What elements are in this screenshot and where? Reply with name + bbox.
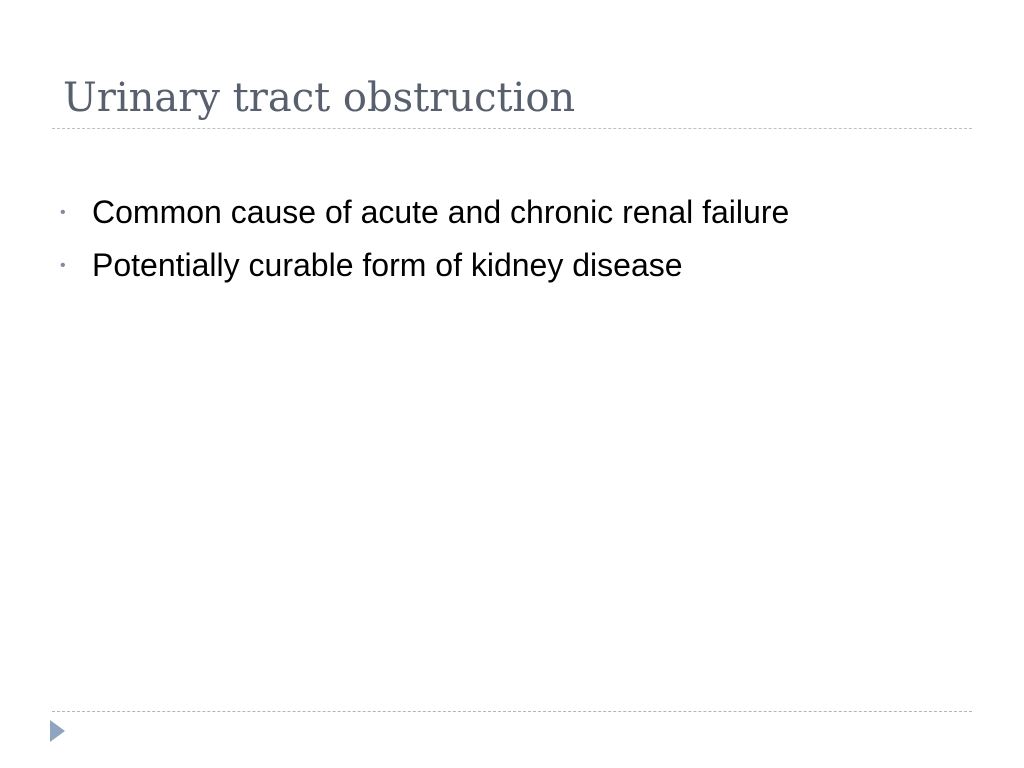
bullet-item — [60, 186, 789, 239]
footer-divider — [52, 711, 972, 712]
bullet-icon: • — [60, 203, 66, 221]
slide-title: Urinary tract obstruction — [63, 75, 576, 121]
bullet-text: Common cause of acute and chronic renal failure — [92, 194, 790, 230]
title-divider — [52, 128, 972, 129]
bullet-item — [60, 239, 789, 292]
bullet-icon: • — [60, 256, 66, 274]
bullet-text: Potentially curable form of kidney disease — [92, 247, 683, 283]
triangle-right-icon[interactable] — [50, 720, 65, 742]
bullet-list — [60, 186, 789, 292]
